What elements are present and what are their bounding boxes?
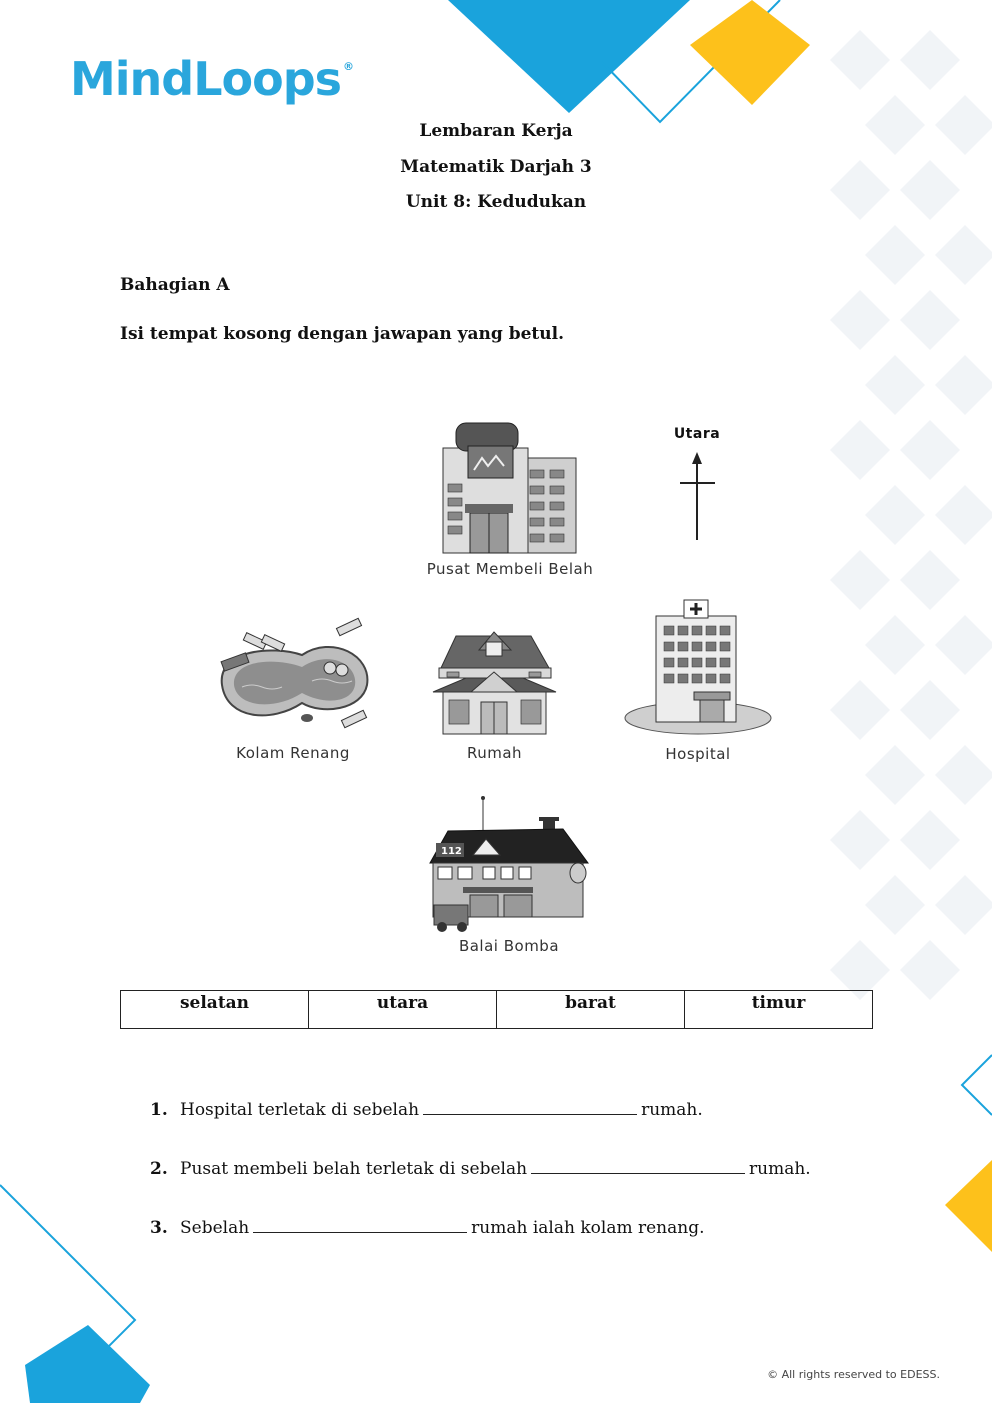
house-label: Rumah — [466, 744, 523, 762]
compass-arrow-icon — [675, 450, 720, 542]
fire-station-icon — [428, 795, 590, 933]
question-text-after: rumah. — [749, 1159, 811, 1179]
fire-station-number: 112 — [441, 846, 462, 857]
answer-blank[interactable] — [423, 1102, 637, 1115]
subject-title: Matematik Darjah 3 — [400, 157, 592, 177]
word-bank-cell: barat — [497, 991, 685, 1029]
answer-blank[interactable] — [253, 1220, 467, 1233]
swimming-pool-label: Kolam Renang — [236, 744, 350, 762]
hospital-label: Hospital — [665, 745, 731, 763]
question-1 — [150, 1100, 703, 1120]
question-3 — [150, 1218, 705, 1238]
copyright-notice: © All rights reserved to EDESS. — [767, 1368, 940, 1381]
worksheet-title: Lembaran Kerja — [419, 121, 573, 141]
question-number: 2. — [150, 1159, 168, 1179]
fire-station-label: Balai Bomba — [458, 937, 560, 955]
swimming-pool-icon — [212, 615, 374, 733]
question-number: 1. — [150, 1100, 168, 1120]
word-bank-table — [120, 990, 873, 1029]
word-bank-cell: utara — [309, 991, 497, 1029]
section-title: Bahagian A — [120, 275, 230, 295]
mindloops-logo — [70, 52, 353, 106]
shopping-mall-label: Pusat Membeli Belah — [426, 560, 594, 578]
shopping-mall-icon — [438, 418, 580, 556]
logo-text: MindLoops — [70, 52, 342, 106]
house-icon — [431, 628, 558, 736]
question-text-before: Pusat membeli belah terletak di sebelah — [180, 1159, 528, 1179]
instruction-text: Isi tempat kosong dengan jawapan yang betul. — [120, 324, 565, 344]
question-text-before: Sebelah — [180, 1218, 250, 1238]
question-text-before: Hospital terletak di sebelah — [180, 1100, 420, 1120]
word-bank-row — [121, 991, 873, 1029]
logo-registered-mark: ® — [343, 60, 354, 73]
question-number: 3. — [150, 1218, 168, 1238]
word-bank-cell: timur — [685, 991, 873, 1029]
word-bank-cell: selatan — [121, 991, 309, 1029]
question-text-after: rumah ialah kolam renang. — [471, 1218, 705, 1238]
unit-title: Unit 8: Kedudukan — [405, 192, 587, 212]
answer-blank[interactable] — [531, 1161, 745, 1174]
hospital-icon — [624, 598, 772, 738]
question-2 — [150, 1159, 811, 1179]
compass-north-label: Utara — [673, 426, 721, 442]
question-text-after: rumah. — [641, 1100, 703, 1120]
